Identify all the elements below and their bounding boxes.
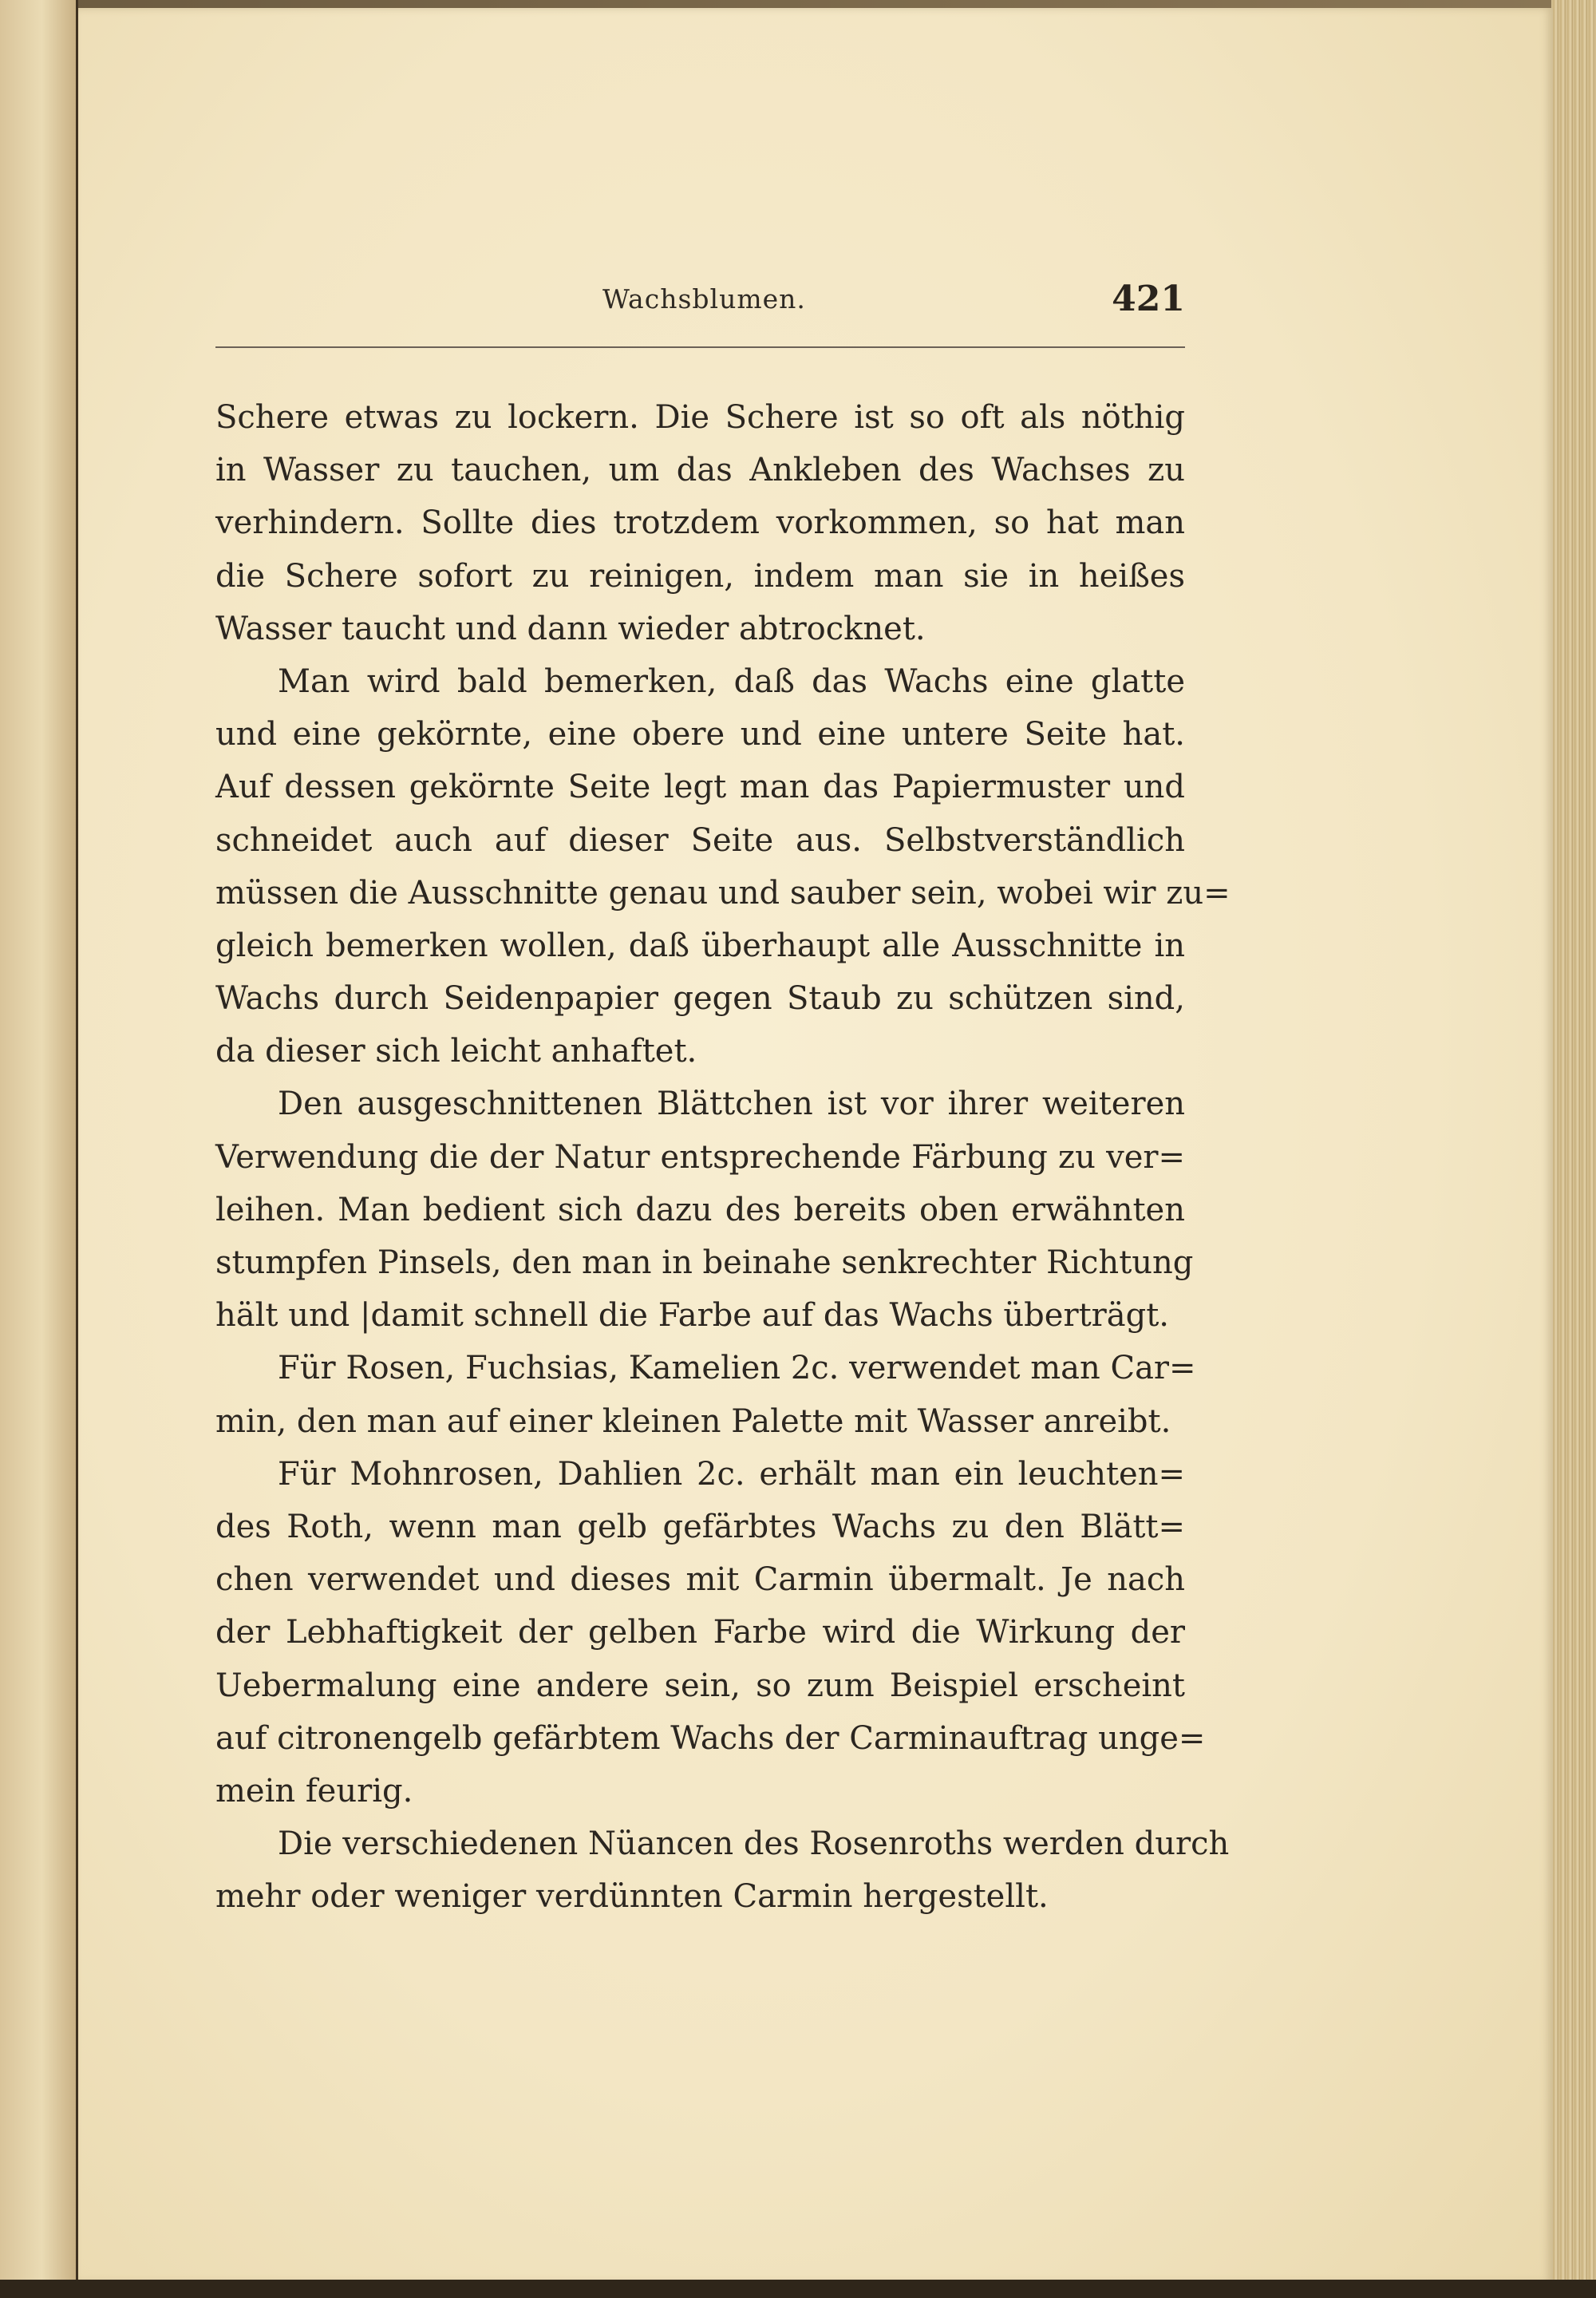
text-line: schneidet auch auf dieser Seite aus. Selbstverständlich [215,821,1185,859]
text-line: des Roth, wenn man gelb gefärbtes Wachs zu den Blätt= [215,1508,1185,1545]
text-line: mehr oder weniger verdünnten Carmin hergestellt. [215,1878,1049,1916]
text-line: müssen die Ausschnitte genau und sauber sein, wobei wir zu= [215,874,1231,912]
page-header [215,279,1185,331]
body-text [215,391,1231,1923]
text-line: da dieser sich leicht anhaftet. [215,1033,697,1070]
text-line: Für Rosen, Fuchsias, Kamelien 2c. verwendet man Car= [278,1350,1196,1387]
book-block-edge [1551,0,1596,2298]
text-line: Wachs durch Seidenpapier gegen Staub zu schützen sind, [215,980,1185,1018]
text-line: und eine gekörnte, eine obere und eine untere Seite hat. [215,716,1185,753]
header-rule [215,346,1185,348]
running-title: Wachsblumen. [602,283,806,314]
text-line: Auf dessen gekörnte Seite legt man das Papiermuster und [215,769,1185,806]
text-line: in Wasser zu tauchen, um das Ankleben des Wachses zu [215,452,1185,489]
text-line: mein feurig. [215,1772,413,1810]
text-line: Für Mohnrosen, Dahlien 2c. erhält man ein leuchten= [278,1455,1185,1493]
text-line: hält und |damit schnell die Farbe auf das Wachs überträgt. [215,1297,1169,1335]
text-line: verhindern. Sollte dies trotzdem vorkommen, so hat man [215,504,1185,542]
text-line: Uebermalung eine andere sein, so zum Beispiel erscheint [215,1667,1185,1704]
text-line: Den ausgeschnittenen Blättchen ist vor ihrer weiteren [278,1086,1185,1123]
text-line: min, den man auf einer kleinen Palette mit Wasser anreibt. [215,1402,1171,1440]
text-line: chen verwendet und dieses mit Carmin übermalt. Je nach [215,1561,1185,1599]
text-line: leihen. Man bedient sich dazu des bereits oben erwähnten [215,1191,1185,1228]
page-number: 421 [1112,279,1185,319]
text-line: Man wird bald bemerken, daß das Wachs eine glatte [278,663,1185,700]
text-line: Schere etwas zu lockern. Die Schere ist so oft als nöthig [215,399,1185,436]
scan-bottom-shadow [0,2280,1596,2298]
text-line: stumpfen Pinsels, den man in beinahe senkrechter Richtung [215,1244,1194,1281]
text-line: Die verschiedenen Nüancen des Rosenroths werden durch [278,1825,1230,1863]
text-line: gleich bemerken wollen, daß überhaupt alle Ausschnitte in [215,927,1185,964]
facing-page-edge [0,0,78,2298]
text-line: die Schere sofort zu reinigen, indem man sie in heißes [215,557,1185,595]
text-line: Verwendung die der Natur entsprechende Färbung zu ver= [215,1138,1185,1176]
text-line: der Lebhaftigkeit der gelben Farbe wird die Wirkung der [215,1614,1185,1651]
text-line: Wasser taucht und dann wieder abtrocknet. [215,610,926,647]
text-line: auf citronengelb gefärbtem Wachs der Carminauftrag unge= [215,1719,1206,1757]
